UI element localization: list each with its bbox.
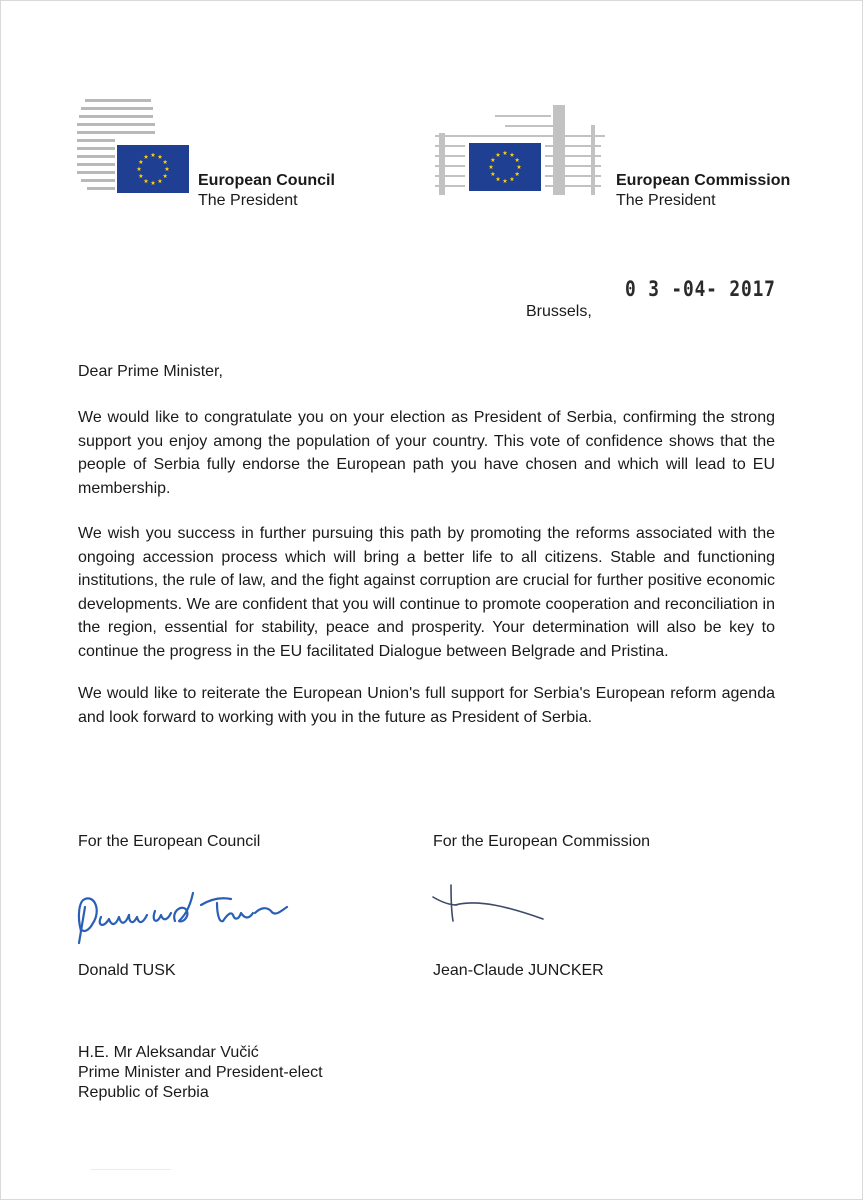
european-commission-logo [435,105,605,197]
commission-title: The President [616,192,716,209]
recipient-address [78,1043,323,1103]
recipient-role: Prime Minister and President-elect [78,1064,323,1081]
european-commission-heading [616,171,790,211]
council-title: The President [198,192,298,209]
paragraph-2: We wish you success in further pursuing this path by promoting the reforms associated with the ongoing accession process which will bring a better life to all citizens. Stable and functioning institutions, the rule of law, and the fight against corruption are crucial for further positive economic developments. We are confident that you will continue to promote cooperation and reconciliation in the region, essential for stability, peace and prosperity. Your determination will also be key to continue the progress in the EU facilitated Dialogue between Belgrade and Pristina. [78,525,776,660]
european-council-heading [198,171,335,211]
salutation: Dear Prime Minister, [78,363,223,380]
signatory-left-label: For the European Council [78,833,261,850]
recipient-name: H.E. Mr Aleksandar Vučić [78,1044,259,1061]
juncker-signature [429,883,559,938]
footer-divider [91,1169,171,1170]
recipient-country: Republic of Serbia [78,1084,209,1101]
council-name: European Council [198,172,335,189]
signatory-right-label: For the European Commission [433,833,650,850]
paragraph-1: We would like to congratulate you on your election as President of Serbia, confirming the strong support you enjoy among the population of your country. This vote of confidence shows that the people of Serbia fully endorse the European path you have chosen and which will lead to EU membership. [78,409,775,497]
tusk-signature [71,881,301,956]
date-stamp: 0 3 -04- 2017 [625,277,776,301]
city: Brussels, [526,303,592,320]
tusk-name: Donald TUSK [78,962,176,979]
paragraph-3: We would like to reiterate the European Union's full support for Serbia's European reform agenda and look forward to working with you in the future as President of Serbia. [78,685,775,726]
commission-name: European Commission [616,172,791,189]
juncker-name: Jean-Claude JUNCKER [433,962,604,979]
european-council-logo [77,97,189,201]
